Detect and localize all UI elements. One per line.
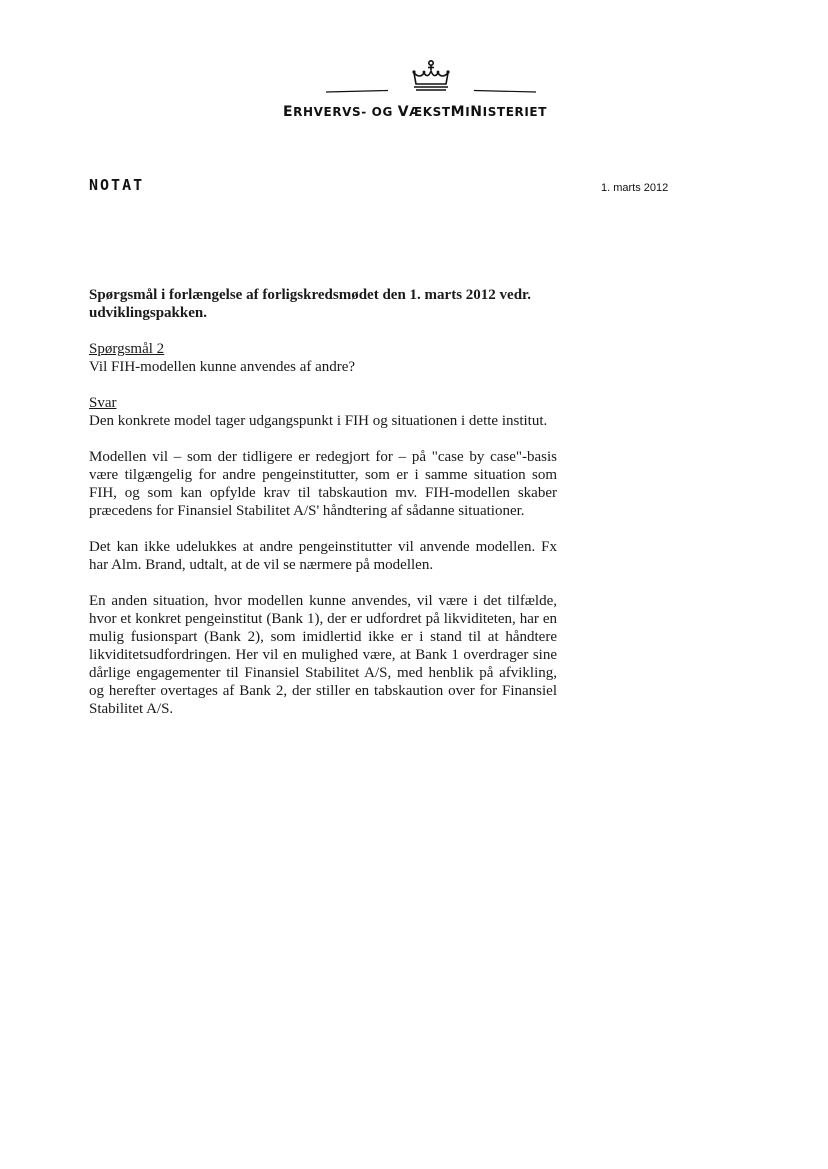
document-date: 1. marts 2012 [601,182,669,194]
answer-paragraph-1: Den konkrete model tager udgangspunkt i FIH og situationen i dette institut. [89,413,548,429]
ministry-name: ERHVERVS- OG VÆKSTMINISTERIET [282,104,548,120]
crown-logo [326,58,536,100]
question-label: Spørgsmål 2 [89,341,165,357]
document-body [89,286,557,736]
answer-label: Svar [89,395,117,411]
question-text: Vil FIH-modellen kunne anvendes af andre? [89,359,356,375]
question-section [89,340,557,376]
document-title: Spørgsmål i forlængelse af forligskredsmødet den 1. marts 2012 vedr. udviklingspakken. [89,287,532,321]
document-type: NOTAT [89,176,145,194]
answer-paragraph-2: Modellen vil – som der tidligere er redegjort for – på "case by case"-basis være tilgængelig for andre pengeinstitutter, som er i samme situation som FIH, og som kan opfylde krav til tabskaution mv. FIH-modellen skaber præcedens for Finansiel Stabilitet A/S' håndtering af sådanne situationer. [89,449,557,519]
answer-paragraph-3: Det kan ikke udelukkes at andre pengeinstitutter vil anvende modellen. Fx har Alm. Brand, udtalt, at de vil se nærmere på modellen. [89,539,557,573]
answer-paragraph-4: En anden situation, hvor modellen kunne anvendes, vil være i det tilfælde, hvor et konkret pengeinstitut (Bank 1), der er udfordret på likviditeten, har en mulig fusionspart (Bank 2), som imidlertid ikke er i stand til at håndtere likviditetsudfordringen. Her vil en mulighed være, at Bank 1 overdrager sine dårlige engagementer til Finansiel Stabilitet A/S, med henblik på afvikling, og herefter overtages af Bank 2, der stiller en tabskaution over for Finansiel Stabilitet A/S. [89,593,557,717]
